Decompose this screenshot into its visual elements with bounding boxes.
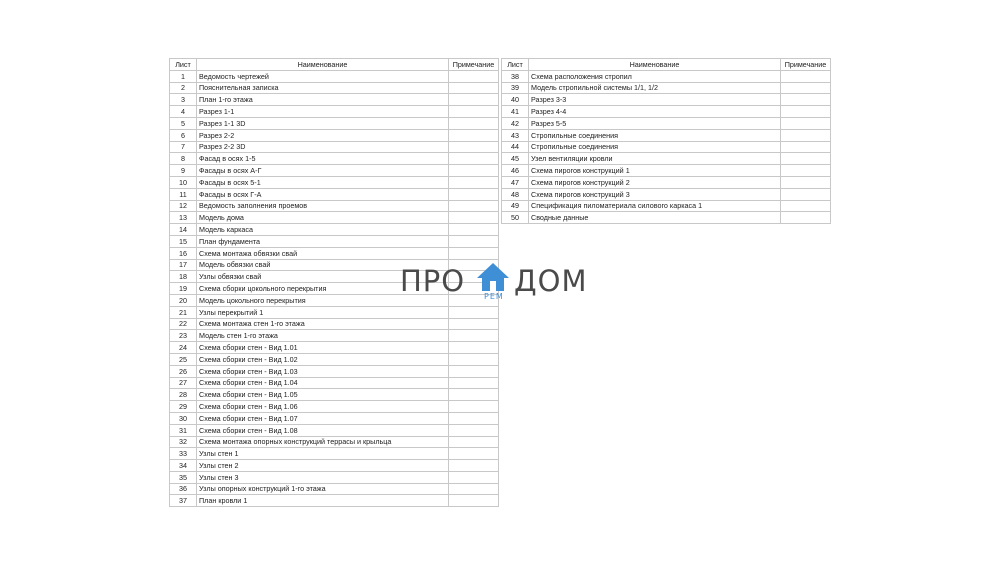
sheet-note-cell xyxy=(781,141,831,153)
sheet-name-cell: Узлы стен 3 xyxy=(197,471,449,483)
sheet-note-cell xyxy=(781,188,831,200)
sheet-note-cell xyxy=(449,483,499,495)
sheet-number-cell: 22 xyxy=(170,318,197,330)
sheet-note-cell xyxy=(449,176,499,188)
sheet-number-cell: 20 xyxy=(170,294,197,306)
table-row xyxy=(502,117,831,129)
sheet-note-cell xyxy=(449,412,499,424)
sheet-name-cell: Схема сборки цокольного перекрытия xyxy=(197,283,449,295)
table-row xyxy=(170,129,499,141)
table-row xyxy=(502,70,831,82)
table-row xyxy=(502,200,831,212)
sheet-note-cell xyxy=(449,94,499,106)
table-body-right xyxy=(502,70,831,223)
sheet-number-cell: 29 xyxy=(170,401,197,413)
sheet-name-cell: Узлы стен 1 xyxy=(197,448,449,460)
sheet-note-cell xyxy=(781,117,831,129)
sheet-name-cell: Разрез 1-1 xyxy=(197,106,449,118)
table-row xyxy=(170,224,499,236)
sheet-name-cell: Стропильные соединения xyxy=(529,129,781,141)
table-row xyxy=(502,165,831,177)
sheet-name-cell: Схема сборки стен - Вид 1.04 xyxy=(197,377,449,389)
sheet-number-cell: 25 xyxy=(170,353,197,365)
sheet-note-cell xyxy=(449,365,499,377)
table-row xyxy=(170,153,499,165)
sheet-number-cell: 28 xyxy=(170,389,197,401)
sheet-number-cell: 10 xyxy=(170,176,197,188)
table-row xyxy=(170,106,499,118)
drawings-list-table-right xyxy=(501,58,831,224)
table-row xyxy=(170,117,499,129)
sheet-name-cell: Модель обвязки свай xyxy=(197,259,449,271)
sheet-note-cell xyxy=(781,106,831,118)
sheet-note-cell xyxy=(449,448,499,460)
sheet-number-cell: 46 xyxy=(502,165,529,177)
sheet-number-cell: 5 xyxy=(170,117,197,129)
sheet-number-cell: 48 xyxy=(502,188,529,200)
sheet-number-cell: 4 xyxy=(170,106,197,118)
sheet-note-cell xyxy=(449,153,499,165)
sheet-note-cell xyxy=(449,212,499,224)
table-row xyxy=(170,424,499,436)
table-row xyxy=(170,365,499,377)
sheet-note-cell xyxy=(449,401,499,413)
sheet-number-cell: 32 xyxy=(170,436,197,448)
sheet-number-cell: 39 xyxy=(502,82,529,94)
table-row xyxy=(170,212,499,224)
table-row xyxy=(170,377,499,389)
logo-text-pro: ПРО xyxy=(400,264,466,298)
table-row xyxy=(170,448,499,460)
sheet-note-cell xyxy=(449,165,499,177)
table-row xyxy=(170,412,499,424)
sheet-name-cell: Схема пирогов конструкций 1 xyxy=(529,165,781,177)
sheet-number-cell: 35 xyxy=(170,471,197,483)
sheet-note-cell xyxy=(449,330,499,342)
sheet-note-cell xyxy=(781,176,831,188)
header-sheet: Лист xyxy=(170,59,197,71)
table-row xyxy=(170,318,499,330)
table-row xyxy=(170,141,499,153)
sheet-number-cell: 44 xyxy=(502,141,529,153)
sheet-note-cell xyxy=(781,129,831,141)
sheet-name-cell: Схема сборки стен - Вид 1.02 xyxy=(197,353,449,365)
sheet-name-cell: Разрез 2-2 3D xyxy=(197,141,449,153)
sheet-note-cell xyxy=(781,212,831,224)
sheet-number-cell: 38 xyxy=(502,70,529,82)
sheet-number-cell: 27 xyxy=(170,377,197,389)
header-sheet: Лист xyxy=(502,59,529,71)
sheet-note-cell xyxy=(781,153,831,165)
sheet-number-cell: 40 xyxy=(502,94,529,106)
sheet-name-cell: Фасад в осях 1-5 xyxy=(197,153,449,165)
sheet-number-cell: 19 xyxy=(170,283,197,295)
sheet-number-cell: 37 xyxy=(170,495,197,507)
table-header-row xyxy=(502,59,831,71)
sheet-number-cell: 16 xyxy=(170,247,197,259)
sheet-number-cell: 2 xyxy=(170,82,197,94)
table-row xyxy=(170,342,499,354)
table-row xyxy=(502,129,831,141)
sheet-name-cell: Спецификация пиломатериала силового каркаса 1 xyxy=(529,200,781,212)
sheet-note-cell xyxy=(449,117,499,129)
sheet-name-cell: Разрез 4-4 xyxy=(529,106,781,118)
sheet-note-cell xyxy=(781,165,831,177)
sheet-number-cell: 31 xyxy=(170,424,197,436)
sheet-number-cell: 13 xyxy=(170,212,197,224)
table-row xyxy=(170,82,499,94)
table-row xyxy=(170,471,499,483)
table-row xyxy=(170,165,499,177)
sheet-number-cell: 47 xyxy=(502,176,529,188)
table-row xyxy=(170,176,499,188)
sheet-name-cell: План 1-го этажа xyxy=(197,94,449,106)
sheet-name-cell: Схема расположения стропил xyxy=(529,70,781,82)
sheet-note-cell xyxy=(449,129,499,141)
sheet-name-cell: Разрез 1-1 3D xyxy=(197,117,449,129)
sheet-note-cell xyxy=(781,200,831,212)
table-row xyxy=(170,94,499,106)
sheet-name-cell: Модель каркаса xyxy=(197,224,449,236)
logo-subtext: РЕМ xyxy=(484,292,504,301)
table-row xyxy=(170,495,499,507)
sheet-number-cell: 41 xyxy=(502,106,529,118)
table-row xyxy=(502,82,831,94)
sheet-number-cell: 1 xyxy=(170,70,197,82)
table-row xyxy=(170,70,499,82)
logo-text-dom: ДОМ xyxy=(514,264,588,298)
table-row xyxy=(170,306,499,318)
sheet-number-cell: 34 xyxy=(170,460,197,472)
sheet-number-cell: 18 xyxy=(170,271,197,283)
sheet-name-cell: Схема монтажа обвязки свай xyxy=(197,247,449,259)
table-row xyxy=(502,212,831,224)
sheet-number-cell: 36 xyxy=(170,483,197,495)
sheet-note-cell xyxy=(449,188,499,200)
sheet-name-cell: Стропильные соединения xyxy=(529,141,781,153)
sheet-number-cell: 15 xyxy=(170,235,197,247)
sheet-note-cell xyxy=(449,460,499,472)
sheet-number-cell: 50 xyxy=(502,212,529,224)
sheet-name-cell: Пояснительная записка xyxy=(197,82,449,94)
sheet-note-cell xyxy=(449,377,499,389)
sheet-number-cell: 17 xyxy=(170,259,197,271)
sheet-name-cell: Фасады в осях Г-А xyxy=(197,188,449,200)
sheet-number-cell: 8 xyxy=(170,153,197,165)
sheet-name-cell: Схема монтажа стен 1-го этажа xyxy=(197,318,449,330)
sheet-note-cell xyxy=(449,318,499,330)
table-row xyxy=(170,401,499,413)
sheet-note-cell xyxy=(449,200,499,212)
sheet-number-cell: 14 xyxy=(170,224,197,236)
table-row xyxy=(170,247,499,259)
table-row xyxy=(170,460,499,472)
table-row xyxy=(502,94,831,106)
sheet-name-cell: Схема сборки стен - Вид 1.07 xyxy=(197,412,449,424)
sheet-name-cell: Узлы перекрытий 1 xyxy=(197,306,449,318)
watermark-logo xyxy=(400,262,600,304)
sheet-name-cell: Разрез 3-3 xyxy=(529,94,781,106)
sheet-number-cell: 9 xyxy=(170,165,197,177)
sheet-number-cell: 33 xyxy=(170,448,197,460)
sheet-number-cell: 7 xyxy=(170,141,197,153)
header-note: Примечание xyxy=(449,59,499,71)
sheet-name-cell: Узел вентиляции кровли xyxy=(529,153,781,165)
sheet-number-cell: 21 xyxy=(170,306,197,318)
sheet-name-cell: Сводные данные xyxy=(529,212,781,224)
sheet-note-cell xyxy=(781,82,831,94)
sheet-number-cell: 3 xyxy=(170,94,197,106)
sheet-number-cell: 30 xyxy=(170,412,197,424)
sheet-note-cell xyxy=(449,235,499,247)
sheet-name-cell: Схема сборки стен - Вид 1.05 xyxy=(197,389,449,401)
sheet-name-cell: Модель цокольного перекрытия xyxy=(197,294,449,306)
sheet-name-cell: Схема монтажа опорных конструкций террасы и крыльца xyxy=(197,436,449,448)
house-icon xyxy=(476,262,510,292)
sheet-number-cell: 45 xyxy=(502,153,529,165)
sheet-note-cell xyxy=(449,247,499,259)
sheet-name-cell: Узлы опорных конструкций 1-го этажа xyxy=(197,483,449,495)
table-row xyxy=(170,436,499,448)
sheet-name-cell: Разрез 2-2 xyxy=(197,129,449,141)
sheet-number-cell: 6 xyxy=(170,129,197,141)
sheet-name-cell: Схема сборки стен - Вид 1.01 xyxy=(197,342,449,354)
table-row xyxy=(170,330,499,342)
table-header-row xyxy=(170,59,499,71)
sheet-name-cell: Модель стропильной системы 1/1, 1/2 xyxy=(529,82,781,94)
table-row xyxy=(502,106,831,118)
table-row xyxy=(170,483,499,495)
sheet-note-cell xyxy=(449,106,499,118)
sheet-number-cell: 24 xyxy=(170,342,197,354)
sheet-note-cell xyxy=(449,471,499,483)
sheet-number-cell: 12 xyxy=(170,200,197,212)
table-row xyxy=(502,176,831,188)
sheet-number-cell: 42 xyxy=(502,117,529,129)
sheet-note-cell xyxy=(449,224,499,236)
table-row xyxy=(170,188,499,200)
sheet-note-cell xyxy=(449,141,499,153)
sheet-name-cell: Фасады в осях 5-1 xyxy=(197,176,449,188)
sheet-note-cell xyxy=(449,424,499,436)
sheet-name-cell: Ведомость заполнения проемов xyxy=(197,200,449,212)
sheet-name-cell: Схема пирогов конструкций 2 xyxy=(529,176,781,188)
sheet-note-cell xyxy=(449,436,499,448)
sheet-number-cell: 11 xyxy=(170,188,197,200)
sheet-number-cell: 26 xyxy=(170,365,197,377)
table-row xyxy=(170,353,499,365)
sheet-name-cell: Разрез 5-5 xyxy=(529,117,781,129)
table-row xyxy=(502,141,831,153)
sheet-name-cell: Узлы обвязки свай xyxy=(197,271,449,283)
sheet-name-cell: Ведомость чертежей xyxy=(197,70,449,82)
sheet-name-cell: Модель стен 1-го этажа xyxy=(197,330,449,342)
sheet-name-cell: Схема сборки стен - Вид 1.03 xyxy=(197,365,449,377)
header-name: Наименование xyxy=(197,59,449,71)
sheet-note-cell xyxy=(781,94,831,106)
table-row xyxy=(502,188,831,200)
sheet-name-cell: Схема пирогов конструкций 3 xyxy=(529,188,781,200)
table-row xyxy=(170,389,499,401)
sheet-note-cell xyxy=(449,82,499,94)
table-row xyxy=(502,153,831,165)
sheet-name-cell: Фасады в осях А-Г xyxy=(197,165,449,177)
sheet-number-cell: 43 xyxy=(502,129,529,141)
sheet-note-cell xyxy=(449,306,499,318)
sheet-name-cell: План фундамента xyxy=(197,235,449,247)
sheet-note-cell xyxy=(781,70,831,82)
sheet-note-cell xyxy=(449,389,499,401)
sheet-note-cell xyxy=(449,342,499,354)
sheet-note-cell xyxy=(449,70,499,82)
sheet-note-cell xyxy=(449,353,499,365)
header-name: Наименование xyxy=(529,59,781,71)
header-note: Примечание xyxy=(781,59,831,71)
sheet-name-cell: Модель дома xyxy=(197,212,449,224)
sheet-name-cell: План кровли 1 xyxy=(197,495,449,507)
table-row xyxy=(170,200,499,212)
sheet-name-cell: Узлы стен 2 xyxy=(197,460,449,472)
sheet-name-cell: Схема сборки стен - Вид 1.08 xyxy=(197,424,449,436)
sheet-note-cell xyxy=(449,495,499,507)
sheet-number-cell: 23 xyxy=(170,330,197,342)
table-row xyxy=(170,235,499,247)
sheet-name-cell: Схема сборки стен - Вид 1.06 xyxy=(197,401,449,413)
sheet-number-cell: 49 xyxy=(502,200,529,212)
